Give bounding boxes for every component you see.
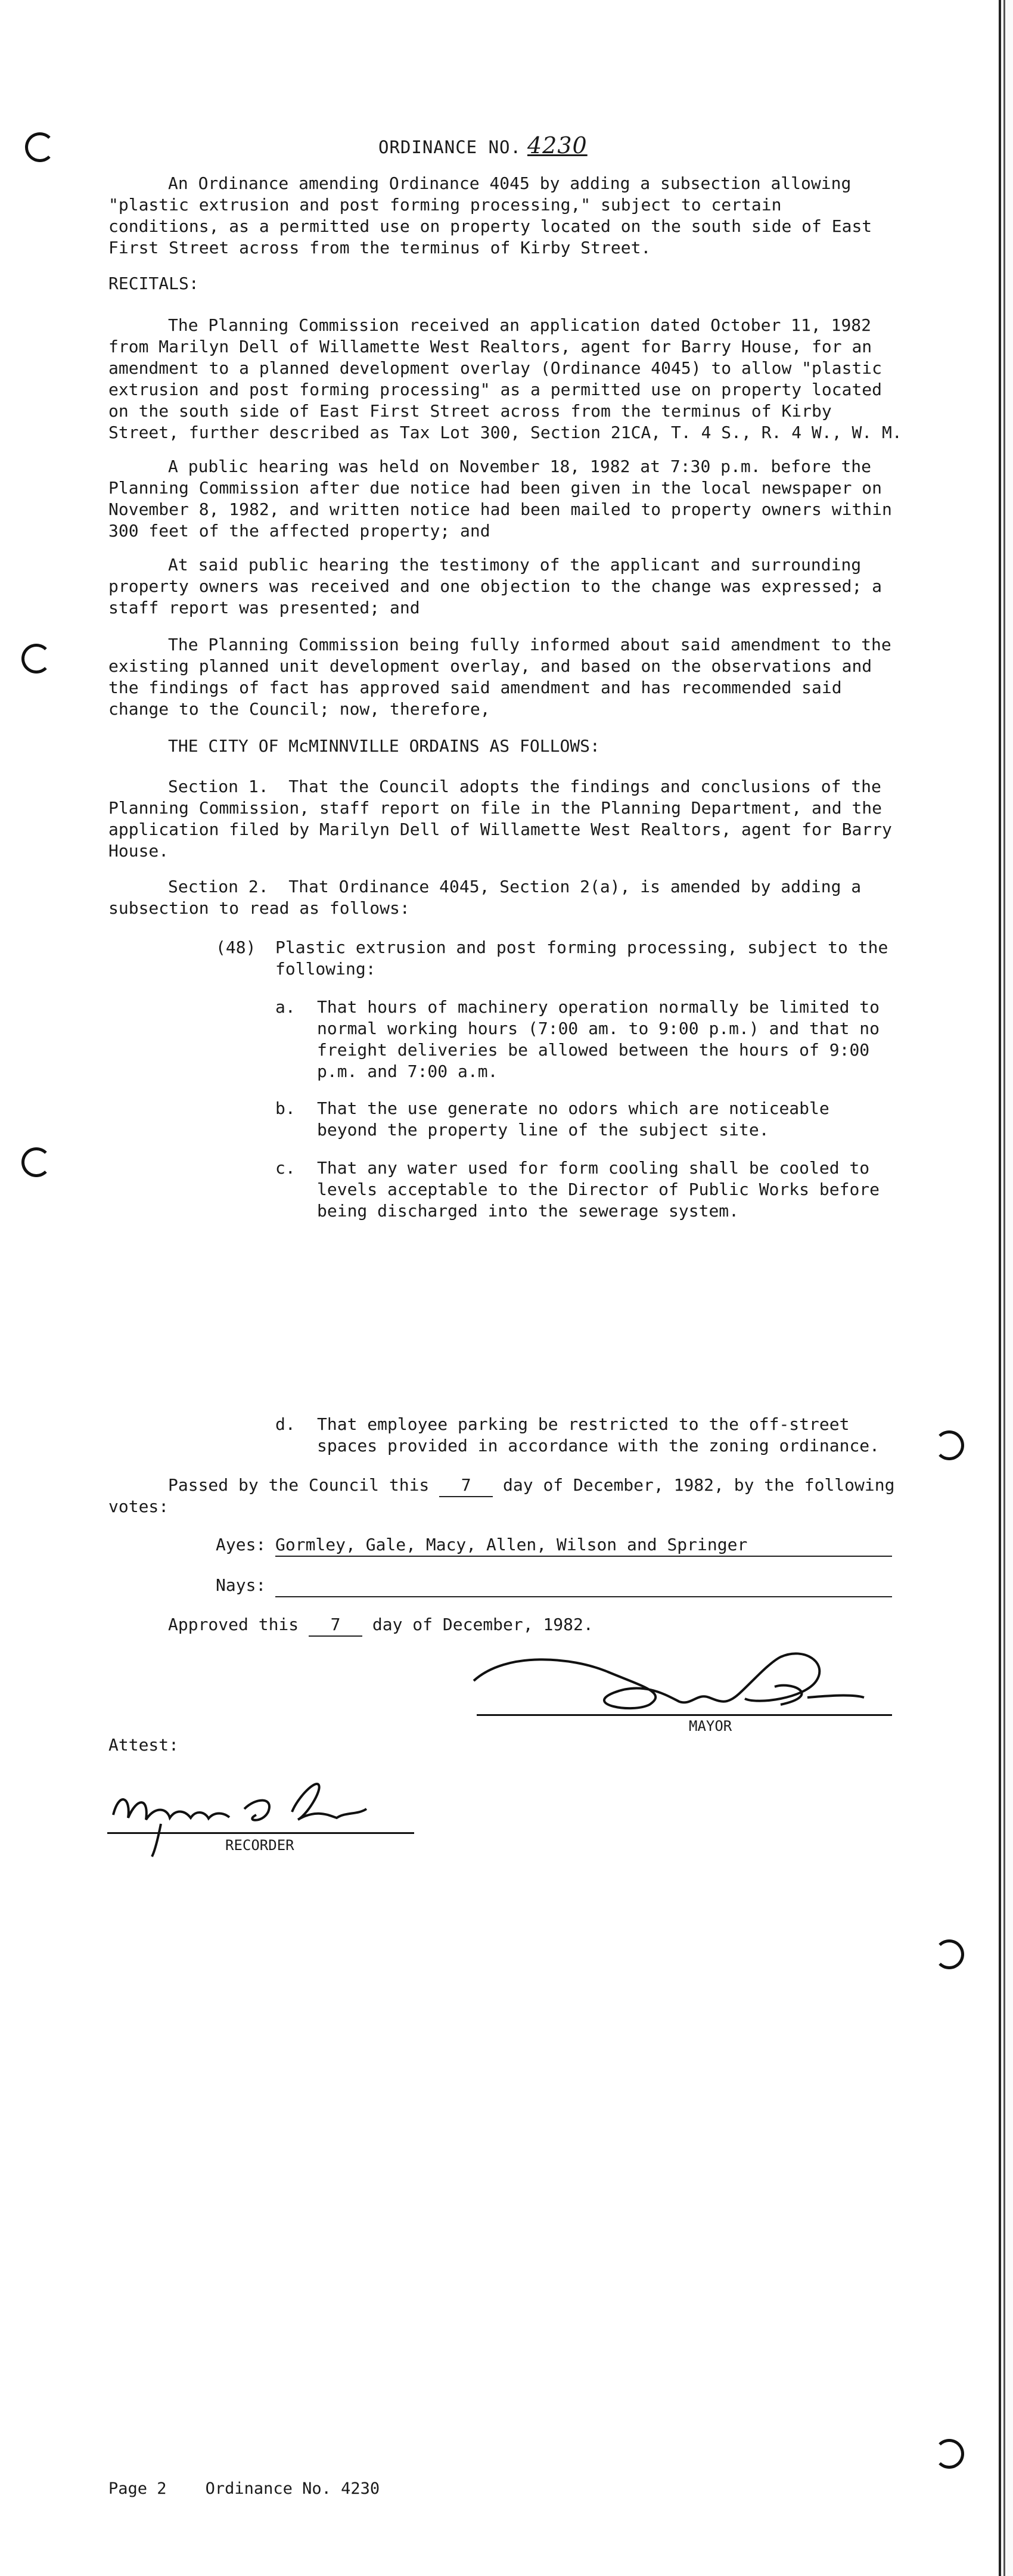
recital-paragraph-4: The Planning Commission being fully informed about said amendment to the existing planned unit development overlay, and based on the observations and the findings of fact has approved said amendment and has recommended said change to the Council; now, therefore, <box>108 635 902 719</box>
condition-c-text: That any water used for form cooling shall be cooled to levels acceptable to the Director of Public Works before being discharged into the sewerage system. <box>317 1158 890 1221</box>
condition-c-letter: c. <box>275 1158 296 1178</box>
passed-day: 7 <box>439 1475 493 1497</box>
ayes-value: Gormley, Gale, Macy, Allen, Wilson and Springer <box>275 1534 892 1557</box>
attest-label: Attest: <box>108 1735 179 1755</box>
condition-b-text: That the use generate no odors which are noticeable beyond the property line of the subject site. <box>317 1098 840 1140</box>
nays-value <box>275 1575 892 1597</box>
footer-ordinance: Ordinance No. 4230 <box>205 2479 380 2498</box>
footer <box>108 2478 380 2500</box>
mayor-signature-line <box>477 1714 892 1716</box>
ordinance-title <box>378 132 588 159</box>
approved-suffix: day of December, 1982. <box>372 1615 593 1634</box>
item-48-number: (48) <box>216 938 256 957</box>
condition-a-text: That hours of machinery operation normally be limited to normal working hours (7:00 am. to 9:00 p.m.) and that no freight deliveries be allowed between the hours of 9:00 p.m. and 7:00 a.m. <box>317 997 890 1081</box>
intro-paragraph: An Ordinance amending Ordinance 4045 by adding a subsection allowing "plastic extrusion and post forming processing," subject to certain conditions, as a permitted use on property located on the south side of East First Street across from the terminus of Kirby Street. <box>108 173 883 257</box>
recorder-label: RECORDER <box>225 1837 294 1854</box>
recitals-heading: RECITALS: <box>108 274 199 293</box>
condition-b-letter: b. <box>275 1098 296 1118</box>
passed-prefix: Passed by the Council this <box>168 1475 430 1495</box>
approved-statement <box>168 1614 593 1637</box>
approved-prefix: Approved this <box>168 1615 299 1634</box>
item-48-text: Plastic extrusion and post forming processing, subject to the following: <box>275 938 899 979</box>
section-2: Section 2. That Ordinance 4045, Section 2(a), is amended by adding a subsection to read as follows: <box>108 877 872 918</box>
ordains-statement: THE CITY OF McMINNVILLE ORDAINS AS FOLLOWS: <box>168 736 600 756</box>
punch-hole-left-1 <box>25 132 55 162</box>
condition-a-letter: a. <box>275 997 296 1017</box>
passed-statement <box>168 1475 907 1497</box>
mayor-signature <box>471 1639 900 1722</box>
mayor-label: MAYOR <box>689 1718 732 1734</box>
punch-hole-right-3 <box>934 2439 964 2469</box>
recorder-signature-line <box>107 1832 414 1834</box>
footer-page: Page 2 <box>108 2479 167 2498</box>
section-1: Section 1. That the Council adopts the findings and conclusions of the Planning Commission, staff report on file in the Planning Department, and the application filed by Marilyn Dell of Willamette West Realtors, agent for Barry House. <box>108 777 902 861</box>
condition-d-text: That employee parking be restricted to the off-street spaces provided in accordance with the zoning ordinance. <box>317 1414 880 1455</box>
ordinance-number: 4230 <box>527 132 588 159</box>
recital-paragraph-3: At said public hearing the testimony of the applicant and surrounding property owners was received and one objection to the change was expressed; a staff report was presented; and <box>108 555 892 617</box>
ayes-label: Ayes: <box>216 1535 266 1554</box>
punch-hole-right-1 <box>934 1430 964 1460</box>
punch-hole-right-2 <box>934 1939 964 1969</box>
votes-label: votes: <box>108 1497 169 1516</box>
page-edge <box>999 0 1013 2576</box>
recital-paragraph-2: A public hearing was held on November 18, 1982 at 7:30 p.m. before the Planning Commission after due notice had been given in the local newspaper on November 8, 1982, and written notice had been mailed to property owners within 300 feet of the affected property; and <box>108 457 902 541</box>
condition-d-letter: d. <box>275 1414 296 1434</box>
punch-hole-left-2 <box>21 644 51 674</box>
ordinance-title-label: ORDINANCE NO. <box>378 137 521 157</box>
punch-hole-left-3 <box>21 1147 51 1177</box>
nays-label: Nays: <box>216 1575 266 1595</box>
approved-day: 7 <box>309 1614 362 1637</box>
recital-paragraph-1: The Planning Commission received an application dated October 11, 1982 from Marilyn Dell of Willamette West Realtors, agent for Barry House, for an amendment to a planned development overlay (Ordinance 4045) to allow "plastic extrusion and post forming processing" as a permitted use on property located on the south side of East First Street across from the terminus of Kirby Street, further described as Tax Lot 300, Section 21CA, T. 4 S., R. 4 W., W. M. <box>108 315 902 442</box>
passed-suffix: day of December, 1982, by the following <box>503 1475 895 1495</box>
